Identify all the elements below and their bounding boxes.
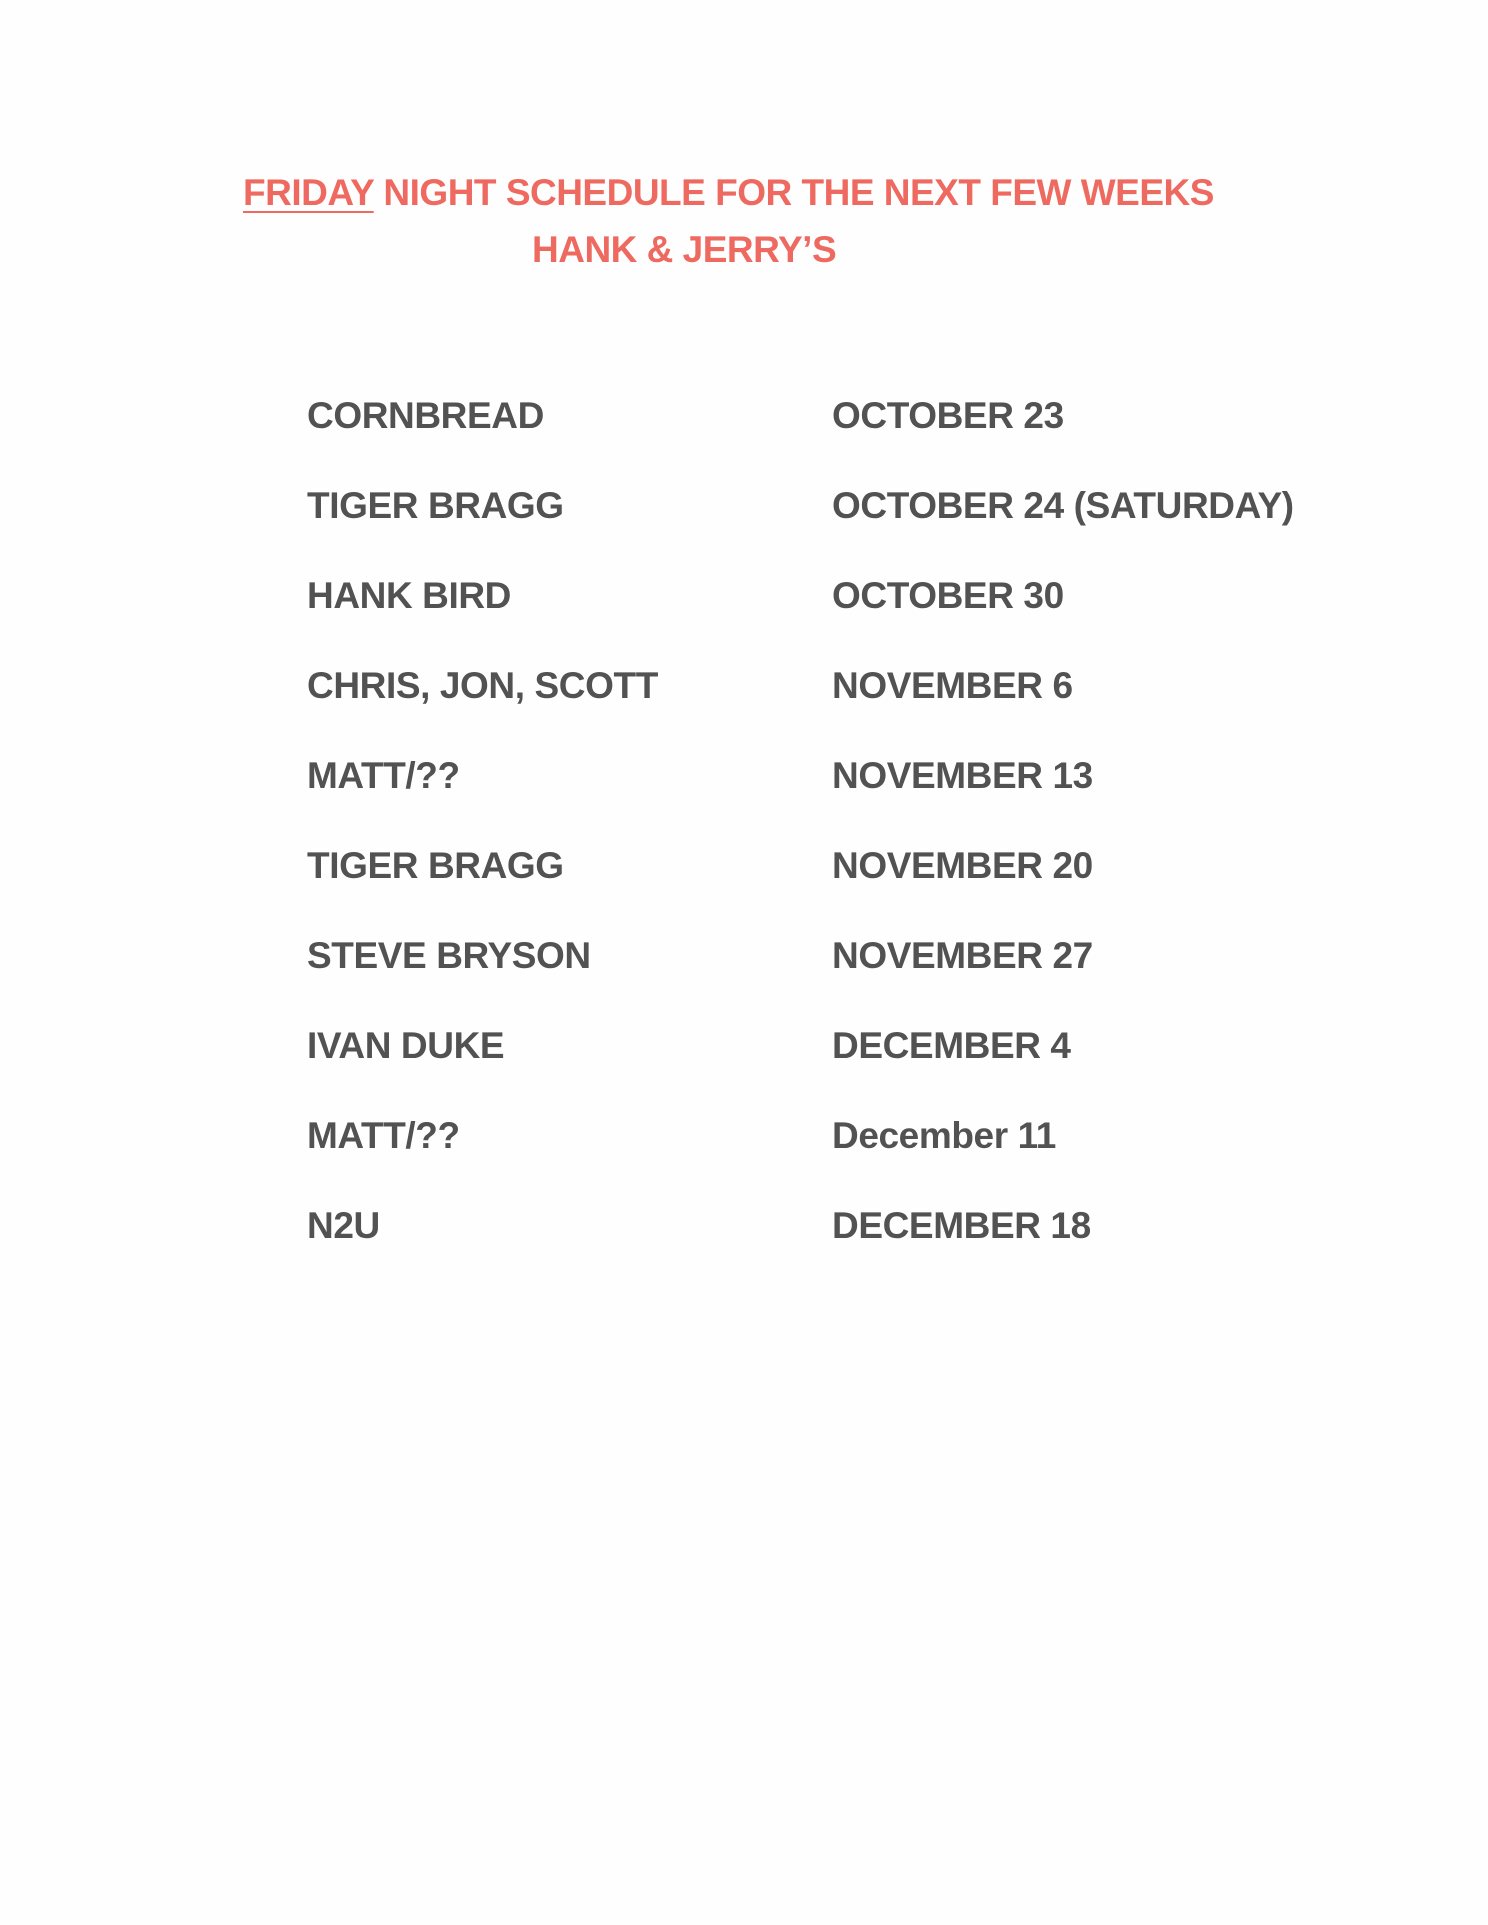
performance-date: DECEMBER 18 xyxy=(832,1205,1091,1246)
schedule-row xyxy=(0,1115,1488,1175)
performance-date: DECEMBER 4 xyxy=(832,1025,1071,1066)
schedule-row xyxy=(0,575,1488,635)
venue-name: HANK & JERRY’S xyxy=(532,229,837,270)
performer-name: IVAN DUKE xyxy=(307,1025,505,1066)
performer-name: HANK BIRD xyxy=(307,575,512,616)
performer-name: STEVE BRYSON xyxy=(307,935,591,976)
performance-date: NOVEMBER 27 xyxy=(832,935,1093,976)
performer-name: MATT/?? xyxy=(307,1115,460,1156)
schedule-row xyxy=(0,1025,1488,1085)
schedule-row xyxy=(0,845,1488,905)
schedule-row xyxy=(0,755,1488,815)
schedule-title xyxy=(243,172,1214,214)
schedule-row xyxy=(0,935,1488,995)
performance-date: OCTOBER 24 (SATURDAY) xyxy=(832,485,1294,526)
performer-name: TIGER BRAGG xyxy=(307,485,564,526)
title-day-underlined: FRIDAY xyxy=(243,172,374,213)
performer-name: CHRIS, JON, SCOTT xyxy=(307,665,658,706)
performer-name: N2U xyxy=(307,1205,380,1246)
schedule-row xyxy=(0,485,1488,545)
schedule-row xyxy=(0,395,1488,455)
performance-date: OCTOBER 30 xyxy=(832,575,1064,616)
performer-name: MATT/?? xyxy=(307,755,460,796)
schedule-row xyxy=(0,1205,1488,1265)
performer-name: TIGER BRAGG xyxy=(307,845,564,886)
performance-date: December 11 xyxy=(832,1115,1056,1156)
title-rest: NIGHT SCHEDULE FOR THE NEXT FEW WEEKS xyxy=(373,172,1214,213)
performance-date: NOVEMBER 13 xyxy=(832,755,1093,796)
schedule-row xyxy=(0,665,1488,725)
performer-name: CORNBREAD xyxy=(307,395,544,436)
performance-date: NOVEMBER 6 xyxy=(832,665,1073,706)
performance-date: OCTOBER 23 xyxy=(832,395,1064,436)
performance-date: NOVEMBER 20 xyxy=(832,845,1093,886)
